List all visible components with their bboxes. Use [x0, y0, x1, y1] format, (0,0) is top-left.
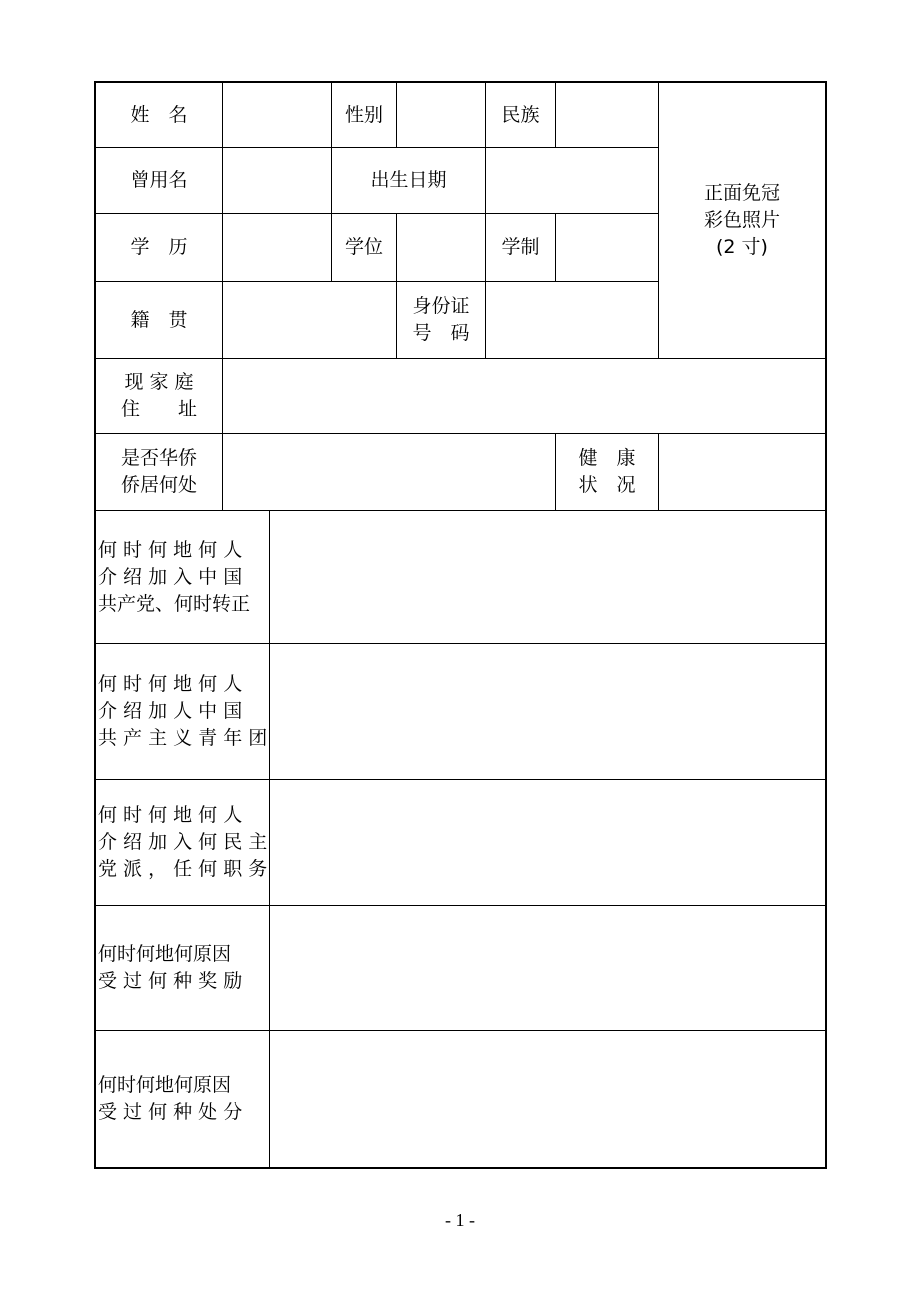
native-place-label: 籍 贯: [130, 308, 188, 331]
former-name-field[interactable]: [223, 148, 331, 213]
democratic-party-label: 何 时 何 地 何 人 介 绍 加 入 何 民 主 党 派 ， 任 何 职 务: [98, 804, 268, 880]
name-label: 姓 名: [130, 103, 188, 126]
table-border-right: [825, 81, 827, 1169]
degree-field[interactable]: [397, 214, 485, 281]
id-number-field[interactable]: [486, 282, 658, 358]
education-field[interactable]: [223, 214, 331, 281]
gender-label: 性别: [344, 103, 383, 126]
rewards-field[interactable]: [270, 906, 825, 1030]
education-label: 学 历: [130, 236, 188, 258]
page-number: - 1 -: [445, 1210, 475, 1230]
native-place-field[interactable]: [223, 282, 396, 358]
overseas-field[interactable]: [223, 434, 555, 510]
id-number-label: 身份证 号 码: [412, 295, 470, 344]
punishments-label: 何时何地何原因 受 过 何 种 处 分: [98, 1074, 243, 1123]
party-join-label: 何 时 何 地 何 人 介 绍 加 入 中 国 共产党、何时转正: [98, 538, 251, 615]
gender-field[interactable]: [397, 83, 485, 147]
health-field[interactable]: [659, 434, 825, 510]
rewards-label: 何时何地何原因 受 过 何 种 奖 励: [98, 943, 243, 992]
photo-box[interactable]: [659, 83, 825, 358]
democratic-party-field[interactable]: [270, 780, 825, 905]
health-label: 健 康 状 况: [578, 447, 636, 496]
birth-date-field[interactable]: [486, 148, 658, 213]
schooling-label: 学制: [501, 236, 540, 258]
birth-date-label: 出生日期: [370, 169, 447, 191]
name-field[interactable]: [223, 83, 331, 147]
youth-league-field[interactable]: [270, 644, 825, 779]
photo-label: 正面免冠 彩色照片 (2 寸): [703, 182, 780, 258]
punishments-field[interactable]: [270, 1031, 825, 1167]
former-name-label: 曾用名: [130, 169, 188, 191]
home-address-label: 现 家 庭 住 址: [120, 371, 197, 420]
ethnicity-label: 民族: [501, 103, 540, 126]
ethnicity-field[interactable]: [556, 83, 658, 147]
table-border-bottom: [94, 1167, 827, 1169]
schooling-field[interactable]: [556, 214, 658, 281]
home-address-field[interactable]: [223, 359, 825, 433]
party-join-field[interactable]: [270, 511, 825, 643]
youth-league-label: 何 时 何 地 何 人 介 绍 加 人 中 国 共 产 主 义 青 年 团: [98, 673, 268, 749]
overseas-label: 是否华侨 侨居何处: [120, 447, 197, 496]
degree-label: 学位: [344, 236, 383, 258]
